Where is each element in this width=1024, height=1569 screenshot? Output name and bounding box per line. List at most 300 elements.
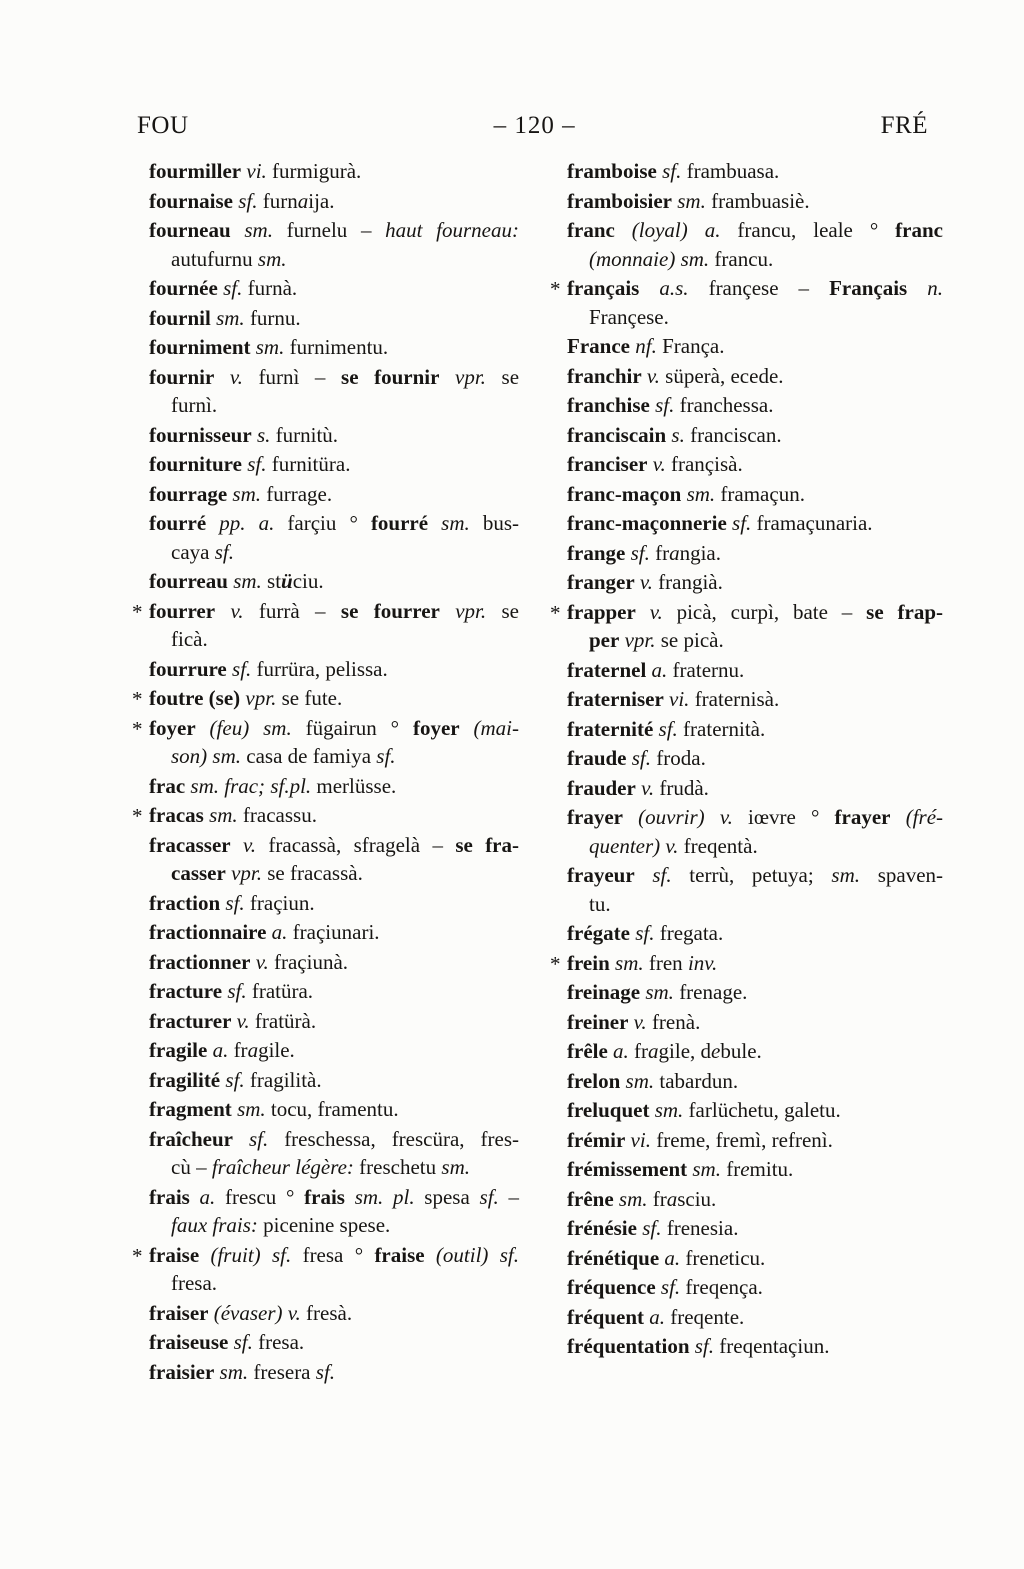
grammar-tag: (loyal) — [631, 218, 688, 242]
headword: fraction — [149, 890, 221, 915]
dictionary-entry — [567, 1155, 943, 1184]
translation-text: se — [485, 364, 520, 389]
dictionary-entry — [149, 977, 519, 1006]
grammar-tag: a — [648, 1039, 659, 1063]
entry-first-line — [567, 598, 943, 627]
translation-text: fracassu. — [237, 803, 317, 827]
entry-first-line — [567, 480, 943, 509]
grammar-tag: e — [711, 1039, 721, 1063]
translation-text: se fracassà. — [261, 861, 363, 885]
entry-first-line — [567, 1126, 943, 1155]
grammar-tag: a. — [651, 657, 668, 682]
headword: freluquet — [567, 1098, 650, 1122]
headword: frauder — [567, 775, 636, 800]
translation-text: furnimentu. — [284, 335, 389, 359]
entry-first-line — [567, 1067, 943, 1096]
entry-first-line — [149, 333, 519, 362]
entry-continuation-line — [149, 859, 519, 888]
grammar-tag: a — [669, 540, 680, 565]
dictionary-entry — [132, 801, 519, 830]
dictionary-entry — [149, 421, 519, 450]
translation-text — [440, 599, 455, 623]
entry-first-line — [149, 1241, 519, 1270]
grammar-tag: sm. — [615, 950, 644, 975]
translation-text — [345, 1185, 355, 1209]
entry-first-line — [149, 1066, 519, 1095]
translation-text — [891, 805, 906, 829]
entry-first-line — [149, 1125, 519, 1154]
dictionary-entry — [550, 274, 944, 331]
grammar-tag: a — [297, 188, 309, 213]
dictionary-entry — [149, 567, 519, 596]
entry-first-line — [149, 187, 519, 216]
dictionary-entry — [567, 332, 943, 361]
entry-first-line — [149, 889, 519, 918]
dictionary-entry — [567, 157, 943, 186]
dictionary-entry — [567, 1008, 943, 1037]
translation-text — [688, 218, 705, 242]
entry-continuation-line — [149, 1211, 519, 1240]
translation-text — [615, 218, 632, 242]
translation-text: ticu. — [728, 1245, 766, 1270]
grammar-tag: sf.pl. — [270, 773, 312, 798]
entry-first-line — [567, 362, 943, 391]
entry-first-line — [567, 1214, 943, 1243]
entry-first-line — [149, 421, 519, 450]
translation-text: furnitù. — [270, 422, 339, 447]
entry-continuation-line — [149, 742, 519, 771]
translation-text: furnelu – — [272, 218, 386, 242]
translation-text: fragilità. — [244, 1067, 322, 1092]
translation-text: merlüsse. — [311, 773, 397, 798]
headword: fourreau — [149, 569, 228, 593]
headword: fracas — [149, 803, 204, 827]
headword: fourniture — [149, 452, 242, 476]
grammar-tag: sm. — [441, 511, 470, 535]
translation-text: st — [261, 569, 282, 593]
grammar-tag: sf. — [214, 539, 234, 564]
grammar-tag: vi. — [630, 1127, 651, 1152]
dictionary-entry — [149, 1095, 519, 1124]
asterisk-marker: * — [132, 804, 143, 828]
headword: fraternité — [567, 716, 654, 741]
translation-text: frenage. — [673, 980, 748, 1004]
grammar-tag: v. — [639, 570, 653, 594]
asterisk-marker: * — [550, 951, 561, 976]
grammar-tag: sm. — [618, 1186, 648, 1211]
entry-first-line — [567, 509, 943, 538]
translation-text: framaçun. — [715, 481, 805, 506]
headword: fourneau — [149, 218, 231, 242]
translation-text: fraçiun. — [244, 890, 315, 915]
translation-text: freqentaçiun. — [714, 1334, 830, 1358]
grammar-tag: a. — [649, 1304, 665, 1329]
entry-first-line — [149, 714, 519, 743]
grammar-tag: sf. — [376, 744, 396, 768]
translation-text: fügairun ° — [291, 715, 413, 740]
grammar-tag: sf. — [732, 511, 752, 535]
grammar-tag: a. — [664, 1245, 681, 1270]
headword: frapper — [567, 599, 636, 624]
grammar-tag: vpr. — [624, 628, 656, 652]
entry-first-line — [567, 216, 943, 245]
grammar-tag: sf. — [694, 1334, 715, 1358]
translation-text: fresa. — [252, 1330, 305, 1354]
headword: frayer — [834, 805, 891, 829]
entry-first-line — [567, 421, 943, 450]
headword: franc — [567, 218, 615, 242]
grammar-tag: sf. — [233, 1330, 253, 1354]
asterisk-marker: * — [550, 600, 561, 625]
grammar-tag: a — [666, 1186, 678, 1211]
header-right-guideword: FRÉ — [880, 112, 928, 139]
headword: fraise — [149, 1242, 200, 1267]
entry-first-line — [149, 948, 519, 977]
grammar-tag: a. — [212, 1038, 229, 1062]
entry-continuation-line — [149, 538, 519, 567]
translation-text: fren — [680, 1245, 720, 1270]
dictionary-entry — [567, 450, 943, 479]
translation-text: iœvre ° — [732, 805, 835, 829]
dictionary-entry — [149, 1358, 519, 1387]
entry-first-line — [567, 1273, 943, 1302]
dictionary-entry — [149, 831, 519, 888]
dictionary-entry — [567, 1303, 943, 1332]
entry-continuation-line — [149, 245, 519, 274]
translation-text — [428, 511, 441, 535]
translation-text: frambuasiè. — [705, 188, 810, 213]
translation-text: fresa. — [171, 1271, 218, 1295]
entry-first-line — [567, 919, 943, 948]
grammar-tag: v. — [287, 1300, 301, 1325]
entry-first-line — [567, 332, 943, 361]
grammar-tag: v. — [646, 363, 660, 388]
headword: se fournir — [341, 364, 440, 389]
headword: fournir — [149, 364, 215, 389]
grammar-tag: sf. — [631, 746, 652, 770]
grammar-tag: sm. — [692, 1157, 721, 1181]
grammar-tag: v. — [719, 805, 733, 829]
entry-continuation-line — [149, 1269, 519, 1298]
grammar-tag: sm. — [237, 1097, 266, 1121]
dictionary-entry — [149, 889, 519, 918]
translation-text: françisà. — [665, 452, 743, 476]
translation-text: freschessa, frescüra, fres- — [268, 1126, 519, 1151]
dictionary-entry — [567, 861, 943, 918]
right-column — [550, 157, 944, 1362]
dictionary-entry — [149, 304, 519, 333]
entry-first-line — [567, 1332, 943, 1361]
headword: fragilité — [149, 1067, 221, 1092]
grammar-tag: sf. — [225, 890, 245, 915]
entry-first-line — [149, 363, 519, 392]
dictionary-entry — [567, 216, 943, 273]
translation-text — [233, 1127, 249, 1151]
dictionary-entry — [149, 509, 519, 566]
entry-continuation-line — [567, 832, 943, 861]
dictionary-entry — [149, 772, 519, 801]
translation-text: spaven- — [860, 863, 944, 887]
grammar-tag: vpr. — [455, 364, 486, 389]
translation-text: freschetu — [353, 1155, 442, 1179]
dictionary-entry — [567, 509, 943, 538]
grammar-tag: v. — [243, 832, 257, 857]
translation-text: fratürà. — [249, 1008, 317, 1033]
entry-continuation-line — [567, 890, 943, 919]
headword: franc-maçonnerie — [567, 511, 727, 535]
translation-text: se — [486, 598, 520, 623]
dictionary-entry — [567, 978, 943, 1007]
translation-text: fraternità. — [677, 716, 766, 741]
entry-first-line — [149, 509, 519, 538]
grammar-tag: s. — [256, 422, 271, 447]
headword: franchir — [567, 363, 642, 388]
grammar-tag: sm. — [831, 863, 860, 887]
entry-first-line — [567, 1155, 943, 1184]
grammar-tag: n. — [927, 276, 944, 300]
grammar-tag: haut fourneau: — [385, 218, 519, 242]
dictionary-entry — [567, 1332, 943, 1361]
entry-first-line — [149, 977, 519, 1006]
headword: Français — [829, 276, 908, 300]
entry-first-line — [567, 656, 943, 685]
headword: fournil — [149, 305, 211, 330]
grammar-tag: sf. — [238, 188, 258, 213]
entry-first-line — [567, 685, 943, 714]
translation-text: freqentà. — [678, 833, 758, 858]
translation-text — [636, 600, 650, 624]
translation-text: Françese. — [589, 304, 669, 329]
translation-text — [460, 716, 474, 740]
translation-text: frambuasa. — [681, 159, 780, 183]
entry-first-line — [567, 1244, 943, 1273]
translation-text: fr — [228, 1038, 248, 1062]
dictionary-entry — [567, 1273, 943, 1302]
headword: fournisseur — [149, 422, 252, 447]
grammar-tag: vi. — [669, 687, 690, 711]
translation-text — [249, 716, 263, 740]
bold-italic-letter: ü — [281, 569, 293, 593]
headword: franciser — [567, 452, 648, 476]
dictionary-entry — [149, 333, 519, 362]
dictionary-entry — [567, 1244, 943, 1273]
dictionary-entry — [132, 597, 520, 654]
headword: fraude — [567, 746, 627, 770]
headword: fragment — [149, 1097, 232, 1121]
dictionary-entry — [149, 363, 519, 420]
headword: frais — [304, 1184, 345, 1209]
left-column — [132, 157, 520, 1387]
entry-first-line — [149, 304, 519, 333]
grammar-tag: v. — [633, 1009, 647, 1034]
grammar-tag: a. — [199, 1184, 216, 1209]
dictionary-entry — [149, 1066, 519, 1095]
headword: franciscain — [567, 422, 667, 447]
entry-first-line — [567, 568, 943, 597]
translation-text: furnì. — [171, 393, 218, 417]
entry-first-line — [149, 684, 519, 713]
dictionary-entry — [567, 1126, 943, 1155]
entry-first-line — [567, 744, 943, 773]
grammar-tag: sf. — [248, 1126, 269, 1151]
translation-text — [705, 805, 720, 829]
translation-text: mitu. — [749, 1157, 794, 1181]
entry-first-line — [149, 1328, 519, 1357]
translation-text — [214, 365, 230, 389]
entry-continuation-line — [567, 626, 943, 655]
grammar-tag: a.s. — [659, 276, 689, 300]
grammar-tag: pp. a. — [219, 511, 275, 535]
headword: frêne — [567, 1186, 614, 1211]
grammar-tag: inv. — [687, 950, 718, 975]
dictionary-entry — [149, 1328, 519, 1357]
dictionary-entry — [567, 919, 943, 948]
header-left-guideword: FOU — [137, 112, 189, 139]
translation-text: fraçiunà. — [268, 949, 349, 974]
translation-text: fr — [628, 1039, 649, 1063]
headword: fourré — [370, 511, 429, 535]
translation-text: franciscan. — [684, 422, 782, 447]
headword: casser — [171, 861, 226, 885]
grammar-tag: a — [247, 1038, 259, 1062]
entry-first-line — [149, 157, 519, 186]
dictionary-entry — [149, 1007, 519, 1036]
headword: se fourrer — [340, 598, 440, 623]
entry-first-line — [149, 1358, 519, 1387]
entry-continuation-line — [149, 1153, 519, 1182]
grammar-tag: vpr. — [231, 861, 262, 885]
headword: fracturer — [149, 1008, 232, 1033]
grammar-tag: (fruit) — [210, 1242, 261, 1267]
headword: frayeur — [567, 863, 635, 887]
headword: frange — [567, 540, 626, 565]
translation-text: tabardun. — [654, 1068, 739, 1093]
translation-text: frenesia. — [661, 1216, 739, 1240]
grammar-tag: sm. — [209, 803, 238, 827]
translation-text — [199, 1243, 210, 1267]
grammar-tag: sf. — [247, 452, 267, 476]
grammar-tag: sf. — [479, 1184, 499, 1209]
headword: fréquence — [567, 1275, 656, 1299]
translation-text — [439, 365, 455, 389]
entry-first-line — [149, 450, 519, 479]
grammar-tag: vpr. — [245, 686, 277, 710]
headword: se frap- — [866, 599, 944, 624]
translation-text — [623, 805, 638, 829]
headword: foutre (se) — [149, 686, 241, 710]
translation-text: fresera — [248, 1359, 316, 1384]
translation-text: tocu, framentu. — [265, 1097, 399, 1121]
headword: framboise — [567, 159, 657, 183]
grammar-tag: sm. — [212, 744, 242, 768]
translation-text: bus- — [469, 511, 520, 535]
entry-first-line — [149, 1007, 519, 1036]
headword: fourniment — [149, 335, 251, 359]
grammar-tag: sf. — [655, 393, 675, 417]
entry-first-line — [567, 157, 943, 186]
translation-text: fresà. — [300, 1300, 353, 1325]
grammar-tag: v. — [652, 452, 666, 476]
entry-first-line — [149, 1095, 519, 1124]
dictionary-entry — [567, 421, 943, 450]
asterisk-marker: * — [132, 599, 143, 624]
entry-first-line — [567, 1008, 943, 1037]
grammar-tag: sm. — [686, 481, 716, 506]
entry-first-line — [149, 831, 519, 860]
entry-first-line — [149, 216, 519, 245]
dictionary-entry — [149, 1036, 519, 1065]
headword: fourrage — [149, 481, 228, 506]
dictionary-entry — [567, 539, 943, 568]
grammar-tag: sm. — [257, 246, 287, 271]
entry-first-line — [567, 1303, 943, 1332]
entry-first-line — [149, 772, 519, 801]
headword: fragile — [149, 1038, 208, 1062]
translation-text: autufurnu — [171, 246, 258, 271]
headword: fraterniser — [567, 687, 664, 711]
translation-text: ija. — [308, 188, 335, 213]
translation-text: spesa — [414, 1184, 480, 1209]
translation-text: fratüra. — [246, 979, 314, 1003]
grammar-tag: sm. — [219, 1359, 249, 1384]
translation-text — [206, 511, 219, 535]
translation-text: fr — [720, 1157, 741, 1181]
headword: frégate — [567, 921, 630, 945]
headword: foyer — [412, 715, 460, 740]
headword: fraîcheur — [149, 1126, 233, 1151]
dictionary-entry — [567, 1214, 943, 1243]
headword: frayer — [567, 805, 623, 829]
entry-first-line — [149, 480, 519, 509]
translation-text: farçiu ° — [274, 511, 371, 535]
translation-text — [907, 276, 927, 300]
grammar-tag: sm. — [190, 773, 219, 798]
grammar-tag: quenter) — [589, 833, 661, 858]
translation-text — [231, 833, 243, 857]
grammar-tag: sf. — [499, 1242, 520, 1267]
translation-text: fren — [643, 950, 688, 975]
page-header — [137, 112, 928, 140]
entry-first-line — [567, 1037, 943, 1066]
headword: se fra- — [455, 832, 519, 857]
translation-text: bule. — [720, 1039, 762, 1063]
dictionary-entry — [149, 450, 519, 479]
entry-first-line — [149, 274, 519, 303]
grammar-tag: (feu) — [209, 715, 250, 740]
grammar-tag: sf. — [315, 1359, 336, 1384]
grammar-tag: v. — [229, 364, 243, 389]
asterisk-marker: * — [132, 716, 143, 741]
entry-first-line — [567, 861, 943, 890]
entry-first-line — [149, 1036, 519, 1065]
translation-text: fracassà, sfragelà – — [256, 832, 456, 857]
translation-text: ciu. — [292, 569, 324, 593]
dictionary-entry — [149, 1125, 519, 1182]
dictionary-entry — [149, 655, 519, 684]
grammar-tag: sm. — [645, 980, 674, 1004]
entry-first-line — [567, 715, 943, 744]
entry-first-line — [567, 1185, 943, 1214]
grammar-tag: sf. — [223, 276, 243, 300]
headword: franc — [895, 218, 943, 242]
headword: France — [567, 334, 630, 358]
headword: fracture — [149, 979, 223, 1003]
translation-text: gile, d — [658, 1039, 712, 1063]
translation-text: fregata. — [654, 921, 724, 945]
headword: fourmiller — [149, 159, 242, 183]
headword: fraisier — [149, 1359, 215, 1384]
translation-text: francu, leale ° — [720, 218, 896, 242]
